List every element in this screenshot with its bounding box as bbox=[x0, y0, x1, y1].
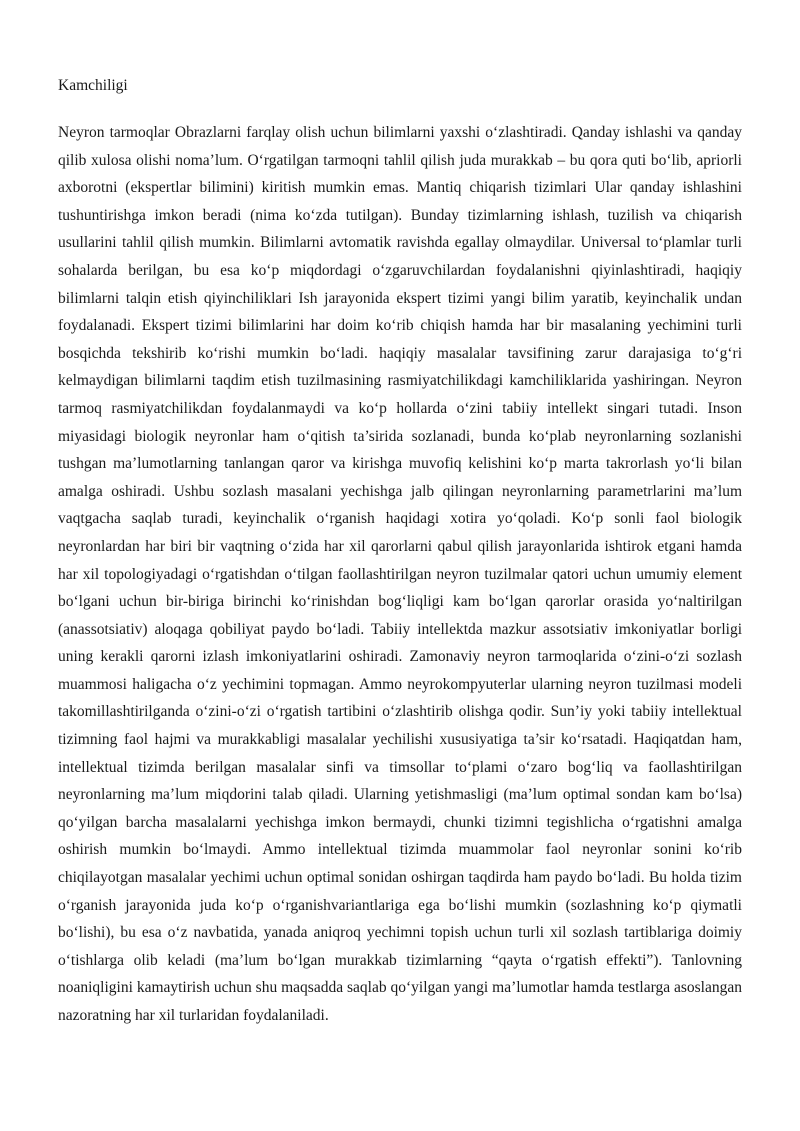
section-heading: Kamchiligi bbox=[58, 77, 128, 94]
body-paragraph: Neyron tarmoqlar Obrazlarni farqlay olish uchun bilimlarni yaxshi o‘zlashtiradi. Qanday ishlashi va qanday qilib xulosa olishi noma’lum. O‘rgatilgan tarmoqni tahlil qilish juda murakkab – bu qora quti bo‘lib, apriorli axborotni (ekspertlar bilimini) kiritish mumkin emas. Mantiq chiqarish tizimlari Ular qanday ishlashini tushuntirishga imkon beradi (nima ko‘zda tutilgan). Bunday tizimlarning ishlash, tuzilish va chiqarish usullarini tahlil qilish mumkin. Bilimlarni avtomatik ravishda egallay olmaydilar. Universal to‘plamlar turli sohalarda berilgan, bu esa ko‘p miqdordagi o‘zgaruvchilardan foydalanishni qiyinlashtiradi, haqiqiy bilimlarni talqin etish qiyinchiliklari Ish jarayonida ekspert tizimi yangi bilim yaratib, keyinchalik undan foydalanadi. Ekspert tizimi bilimlarini har doim ko‘rib chiqish hamda har bir masalaning yechimini turli bosqichda tekshirib ko‘rishi mumkin bo‘ladi. haqiqiy masalalar tavsifining zarur darajasiga to‘g‘ri kelmaydigan bilimlarni taqdim etish tuzilmasining rasmiyatchilikdagi kamchiliklarida yashiringan. Neyron tarmoq rasmiyatchilikdan foydalanmaydi va ko‘p hollarda o‘zini tabiiy intellekt singari tutadi. Inson miyasidagi biologik neyronlar ham o‘qitish ta’sirida sozlanadi, bunda ko‘plab neyronlarning sozlanishi tushgan ma’lumotlarning tanlangan qaror va kirishga muvofiq kelishini ko‘p marta takrorlash yo‘li bilan amalga oshiradi. Ushbu sozlash masalani yechishga jalb qilingan neyronlarning parametrlarini ma’lum vaqtgacha saqlab turadi, keyinchalik o‘rganish haqidagi xotira yo‘qoladi. Ko‘p sonli faol biologik neyronlardan har biri bir vaqtning o‘zida har xil qarorlarni qabul qilish jarayonlarida ishtirok etgani hamda har xil topologiyadagi o‘rgatishdan o‘tilgan faollashtirilgan neyron tuzilmalar qatori uchun umumiy element bo‘lgani uchun bir-biriga birinchi ko‘rinishdan bog‘liqligi kam bo‘lgan qarorlar orasida yo‘naltirilgan (anassotsiativ) aloqaga qobiliyat paydo bo‘ladi. Tabiiy intellektda mazkur assotsiativ imkoniyatlar borligi uning kerakli qarorni izlash imkoniyatlarini oshiradi. Zamonaviy neyron tarmoqlarida o‘zini-o‘zi sozlash muammosi haligacha o‘z yechimini topmagan. Ammo neyrokompyuterlar ularning neyron tuzilmasi modeli takomillashtirilganda o‘zini-o‘zi o‘rgatish tartibini o‘zlashtirib olishga qodir. Sun’iy yoki tabiiy intellektual tizimning faol hajmi va murakkabligi masalalar yechilishi xususiyatiga ta’sir ko‘rsatadi. Haqiqatdan ham, intellektual tizimda berilgan masalalar sinfi va timsollar to‘plami o‘zaro bog‘liq va faollashtirilgan neyronlarning ma’lum miqdorini talab qiladi. Ularning yetishmasligi (ma’lum optimal sondan kam bo‘lsa) qo‘yilgan barcha masalalarni yechishga imkon bermaydi, chunki tizimni tegishlicha o‘rgatishni amalga oshirish mumkin bo‘lmaydi. Ammo intellektual tizimda muammolar faol neyronlar sonini ko‘rib chiqilayotgan masalalar yechimi uchun optimal sonidan oshirgan taqdirda ham paydo bo‘ladi. Bu holda tizim o‘rganish jarayonida juda ko‘p o‘rganishvariantlariga ega bo‘lishi mumkin (sozlashning ko‘p qiymatli bo‘lishi), bu esa o‘z navbatida, yanada aniqroq yechimni topish uchun turli xil sozlash tartiblariga doimiy o‘tishlarga olib keladi (ma’lum bo‘lgan murakkab tizimlarning “qayta o‘rgatish effekti”). Tanlovning noaniqligini kamaytirish uchun shu maqsadda saqlab qo‘yilgan yangi ma’lumotlar hamda testlarga asoslangan nazoratning har xil turlaridan foydalaniladi. bbox=[58, 124, 742, 1024]
